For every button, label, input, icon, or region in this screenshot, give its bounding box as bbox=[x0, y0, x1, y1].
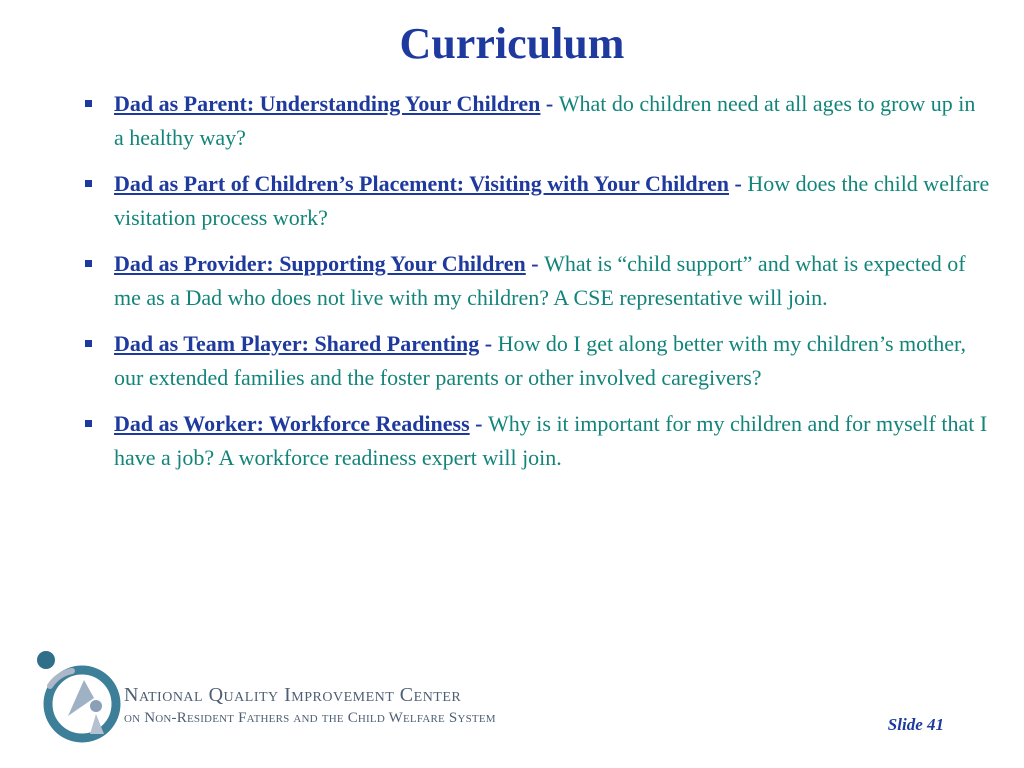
item-separator: - bbox=[525, 251, 545, 276]
square-bullet-icon bbox=[85, 180, 92, 187]
item-description: What do children need at all ages to grow up in a healthy way? bbox=[114, 91, 976, 150]
item-separator: - bbox=[729, 171, 748, 196]
slide-number: Slide 41 bbox=[887, 715, 944, 734]
curriculum-list bbox=[80, 87, 990, 487]
item-description: How do I get along better with my children’s mother, our extended families and the foster parents or other involved caregivers? bbox=[114, 331, 966, 390]
item-heading-link[interactable]: Dad as Worker: Workforce Readiness bbox=[114, 411, 470, 436]
list-item bbox=[80, 247, 990, 315]
square-bullet-icon bbox=[85, 340, 92, 347]
item-description: How does the child welfare visitation process work? bbox=[114, 171, 990, 230]
organization-name bbox=[124, 684, 496, 728]
circle-figure-logo-icon bbox=[32, 646, 136, 746]
item-heading-link[interactable]: Dad as Team Player: Shared Parenting bbox=[114, 331, 480, 356]
item-separator: - bbox=[540, 91, 559, 116]
org-name-line2: on Non-Resident Fathers and the Child Welfare System bbox=[124, 710, 496, 726]
list-item bbox=[80, 87, 990, 155]
org-name-line1: National Quality Improvement Center bbox=[124, 684, 462, 706]
square-bullet-icon bbox=[85, 420, 92, 427]
square-bullet-icon bbox=[85, 100, 92, 107]
list-item bbox=[80, 167, 990, 235]
list-item bbox=[80, 327, 990, 395]
item-heading-link[interactable]: Dad as Part of Children’s Placement: Visiting with Your Children bbox=[114, 171, 730, 196]
item-heading-link[interactable]: Dad as Parent: Understanding Your Children bbox=[114, 91, 541, 116]
item-description: Why is it important for my children and for myself that I have a job? A workforce readiness expert will join. bbox=[114, 411, 988, 470]
item-separator: - bbox=[469, 411, 488, 436]
list-item bbox=[80, 407, 990, 475]
square-bullet-icon bbox=[85, 260, 92, 267]
item-separator: - bbox=[479, 331, 498, 356]
item-heading-link[interactable]: Dad as Provider: Supporting Your Children bbox=[114, 251, 526, 276]
slide-title: Curriculum bbox=[399, 19, 625, 68]
item-description: What is “child support” and what is expected of me as a Dad who does not live with my children? A CSE representative will join. bbox=[114, 251, 966, 310]
